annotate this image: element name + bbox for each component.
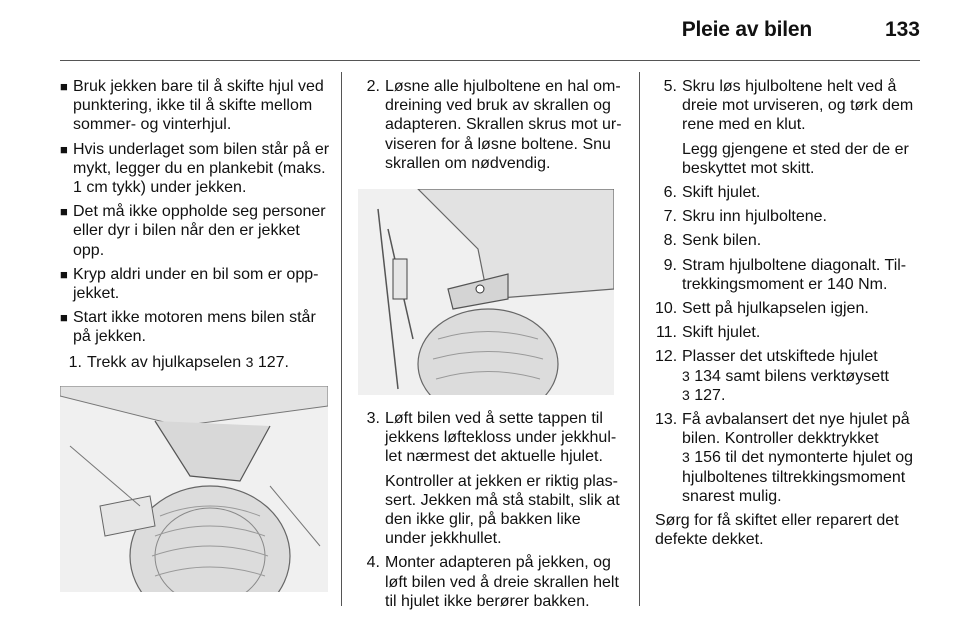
step-3: 3. Løft bilen ved å sette tappen til jekkens løftekloss under jekkhul-let nærmest det aktuelle hjulet. [366,410,617,466]
step-1: 1. Trekk av hjulkapselen 3 127. [68,353,289,371]
bullet-item: ■ Hvis underlaget som bilen står på er mykt, legger du en plankebit (maks. 1 cm tykk) under jekken. [60,140,330,197]
column-divider-1 [341,72,342,606]
step-6: 6. Skift hjulet. [663,184,761,202]
column-3: 5. Skru løs hjulboltene helt ved å dreie mot urviseren, og tørk dem rene med en klut. Legg gjengene et sted der de er beskyttet mot skitt. 6. Skift hjulet. 7. Skru inn hjulboltene. 8. Senk bilen. 9. Stram hjulboltene diagonalt. Til-trekkingsmoment er 140 Nm. 10. Sett på hjulkapselen igjen. 11. Skift hjulet. 12. Plasser det utskiftede hjulet 3 134 samt bilens verktøysett 3 127. 13. Få avbalansert det nye hjulet på bilen. Kontroller dekktrykket 3 156 til det nymonterte hjulet og hjulboltenes tiltrekkingsmoment snarest mulig. Sørg for få skiftet eller reparert det defekte dekket. [655,77,925,554]
bullet-item: ■ Bruk jekken bare til å skifte hjul ved punktering, ikke til å skifte mellom sommer- og vinterhjul. [60,78,324,134]
step-12: 12. Plasser det utskiftede hjulet 3 134 samt bilens verktøysett 3 127. [655,348,889,404]
page-ref-arrow-icon: 3 [682,386,690,403]
page-header-title: Pleie av bilen [681,18,812,41]
bullet-icon: ■ [60,310,68,326]
bullet-item: ■ Start ikke motoren mens bilen står på jekken. [60,309,316,346]
column-2: 2. Løsne alle hjulboltene en hal om-dreining ved bruk av skrallen og adapteren. Skrallen skrus mot ur-viseren for å løsne boltene. Snu skrallen om nødvendig. 3. Løft bilen ved å sette tappen til jekkens løftekloss under jekkhul-let nærmest det aktuelle hjulet. Kontroller at jekken er riktig plas-sert. Jekken må stå stabilt, slik at den ikke glir, på bakken like under jekkhullet. 4. Monter adapteren på jekken, og løft bilen ved å dreie skrallen helt til hjulet ikke berører bakken. [358,77,626,616]
step-2: 2. Løsne alle hjulboltene en hal om-dreining ved bruk av skrallen og adapteren. Skrallen skrus mot ur-viseren for å løsne boltene. Snu skrallen om nødvendig. [366,78,622,172]
ratchet-illustration [358,189,614,395]
step-11: 11. Skift hjulet. [655,324,761,342]
bullet-icon: ■ [60,79,68,94]
page-ref-arrow-icon: 3 [682,367,690,384]
step-8: 8. Senk bilen. [663,232,762,250]
page-ref-link[interactable]: 127. [257,353,289,371]
step-10: 10. Sett på hjulkapselen igjen. [655,300,869,318]
page-number: 133 [884,18,920,41]
bullet-item: ■ Det må ikke oppholde seg personer eller dyr i bilen når den er jekket opp. [60,203,326,259]
header-rule [60,60,920,61]
page-ref-link[interactable]: 156 til det nymonterte hjulet og hjulboltenes tiltrekkingsmoment snarest mulig. [682,449,914,505]
bullet-icon: ■ [60,204,68,220]
step-13: 13. Få avbalansert det nye hjulet på bilen. Kontroller dekktrykket 3 156 til det nymonterte hjulet og hjulboltenes tiltrekkingsmoment snarest mulig. [655,411,914,505]
step-9: 9. Stram hjulboltene diagonalt. Til-trekkingsmoment er 140 Nm. [663,256,907,293]
closing-note: Sørg for få skiftet eller reparert det defekte dekket. [655,512,899,549]
step-5: 5. Skru løs hjulboltene helt ved å dreie mot urviseren, og tørk dem rene med en klut. [663,78,914,134]
column-1 [60,77,332,592]
page-ref-link[interactable]: 127. [694,386,726,404]
bullet-icon: ■ [60,141,68,157]
bullet-item: ■ Kryp aldri under en bil som er opp-jekket. [60,265,319,303]
bullet-icon: ■ [60,266,68,282]
step-7: 7. Skru inn hjulboltene. [663,208,827,226]
step-4: 4. Monter adapteren på jekken, og løft bilen ved å dreie skrallen helt til hjulet ikke berører bakken. [366,554,619,610]
page-ref-arrow-icon: 3 [682,449,690,466]
page-ref-link[interactable]: 134 samt bilens verktøysett [694,367,889,385]
column-divider-2 [639,72,640,606]
page-ref-arrow-icon: 3 [245,353,254,370]
wheel-jack-illustration [60,386,328,592]
